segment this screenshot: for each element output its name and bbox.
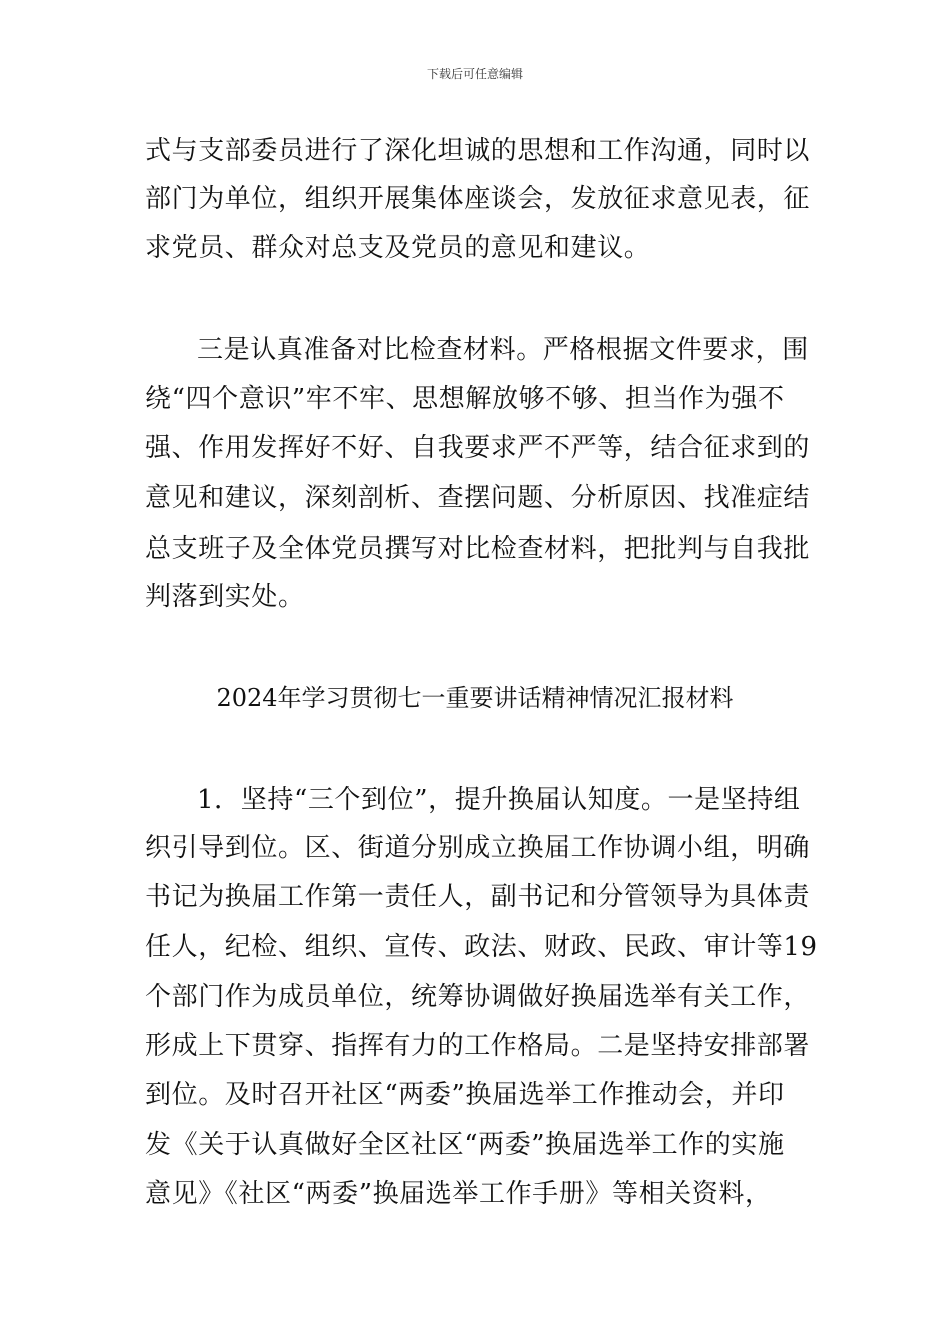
paragraph-3-line: 发《关于认真做好全区社区“两委”换届选举工作的实施	[145, 1130, 785, 1160]
paragraph-2-line: 意见和建议，深刻剖析、查摆问题、分析原因、找准症结	[145, 483, 811, 513]
paragraph-2-line: 强、作用发挥好不好、自我要求严不严等，结合征求到的	[145, 433, 811, 463]
paragraph-3-line: 到位。及时召开社区“两委”换届选举工作推动会，并印	[145, 1080, 785, 1110]
paragraph-3-line: 书记为换届工作第一责任人，副书记和分管领导为具体责	[145, 882, 811, 912]
paragraph-3-line: 任人，纪检、组织、宣传、政法、财政、民政、审计等19	[145, 932, 818, 962]
paragraph-3-line: 形成上下贯穿、指挥有力的工作格局。二是坚持安排部署	[145, 1031, 811, 1061]
paragraph-2-line: 判落到实处。	[145, 582, 305, 612]
paragraph-3-line: 个部门作为成员单位，统筹协调做好换届选举有关工作，	[145, 982, 811, 1012]
paragraph-3-line: 1．坚持“三个到位”，提升换届认知度。一是坚持组	[197, 785, 801, 815]
paragraph-1-line: 式与支部委员进行了深化坦诚的思想和工作沟通，同时以	[145, 136, 811, 166]
section-title: 2024年学习贯彻七一重要讲话精神情况汇报材料	[216, 684, 734, 712]
paragraph-2-line: 总支班子及全体党员撰写对比检查材料，把批判与自我批	[145, 534, 811, 564]
page-header: 下载后可任意编辑	[426, 67, 523, 81]
paragraph-1-line: 部门为单位，组织开展集体座谈会，发放征求意见表，征	[145, 184, 811, 214]
paragraph-3-line: 意见》《社区“两委”换届选举工作手册》等相关资料，	[145, 1179, 772, 1209]
paragraph-2-line: 绕“四个意识”牢不牢、思想解放够不够、担当作为强不	[145, 384, 785, 414]
paragraph-1-line: 求党员、群众对总支及党员的意见和建议。	[145, 233, 651, 263]
paragraph-2-line: 三是认真准备对比检查材料。严格根据文件要求，围	[197, 335, 809, 365]
paragraph-3-line: 织引导到位。区、街道分别成立换届工作协调小组，明确	[145, 833, 811, 863]
